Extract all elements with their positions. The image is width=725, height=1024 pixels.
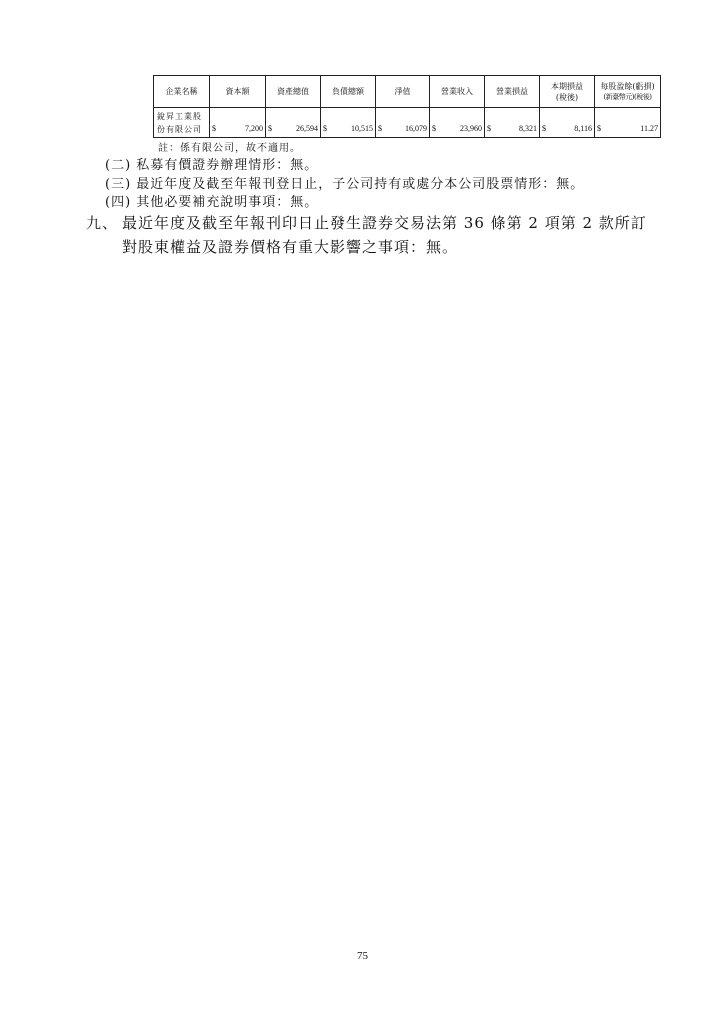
capital-cell	[210, 108, 266, 138]
net-worth-value: 16,079	[405, 124, 427, 133]
header-total-liabilities: 負債總額	[321, 76, 376, 108]
table-header-row	[154, 76, 661, 108]
header-net-income-label: 本期損益	[551, 81, 583, 91]
header-eps-sub: (新臺幣元)(稅後)	[603, 92, 652, 101]
header-company-name: 企業名稱	[154, 76, 210, 108]
currency-symbol: $	[378, 124, 382, 133]
header-total-assets: 資產總值	[266, 76, 321, 108]
eps-cell	[595, 108, 661, 138]
section-number: 九、	[86, 214, 119, 232]
total-liabilities-cell	[321, 108, 376, 138]
operating-income-value: 8,321	[519, 124, 537, 133]
page-number: 75	[357, 950, 368, 962]
net-worth-cell	[376, 108, 430, 138]
total-liabilities-value: 10,515	[351, 124, 373, 133]
currency-symbol: $	[487, 124, 491, 133]
header-net-income	[540, 76, 595, 108]
item-private-placement: (二) 私募有價證券辦理情形：無。	[105, 158, 319, 173]
affiliate-financial-table	[153, 75, 661, 138]
company-name-cell: 銳昇工業股份有限公司	[154, 108, 210, 138]
table-footnote: 註：係有限公司，故不適用。	[158, 143, 301, 154]
currency-symbol: $	[597, 124, 601, 133]
operating-income-cell	[485, 108, 540, 138]
header-revenue: 營業收入	[430, 76, 485, 108]
net-income-cell	[540, 108, 595, 138]
total-assets-cell	[266, 108, 321, 138]
capital-value: 7,200	[245, 124, 263, 133]
currency-symbol: $	[542, 124, 546, 133]
eps-value: 11.27	[640, 124, 658, 133]
currency-symbol: $	[323, 124, 327, 133]
section-text-line-2: 對股東權益及證券價格有重大影響之事項：無。	[122, 238, 459, 256]
header-operating-income: 營業損益	[485, 76, 540, 108]
section-text-line-1: 最近年度及截至年報刊印日止發生證券交易法第 36 條第 2 項第 2 款所訂	[122, 214, 647, 232]
table-row	[154, 108, 661, 138]
header-net-income-sub: (稅後)	[555, 92, 579, 102]
header-capital: 資本額	[210, 76, 266, 108]
header-eps-label: 每股盈餘(虧損)	[600, 81, 655, 91]
revenue-value: 23,960	[460, 124, 482, 133]
header-eps	[595, 76, 661, 108]
revenue-cell	[430, 108, 485, 138]
header-net-worth: 淨值	[376, 76, 430, 108]
currency-symbol: $	[432, 124, 436, 133]
currency-symbol: $	[268, 124, 272, 133]
item-other-notes: (四) 其他必要補充說明事項：無。	[105, 195, 319, 210]
currency-symbol: $	[212, 124, 216, 133]
total-assets-value: 26,594	[296, 124, 318, 133]
net-income-value: 8,116	[574, 124, 592, 133]
item-subsidiary-holdings: (三) 最近年度及截至年報刊登日止，子公司持有或處分本公司股票情形：無。	[105, 177, 585, 192]
